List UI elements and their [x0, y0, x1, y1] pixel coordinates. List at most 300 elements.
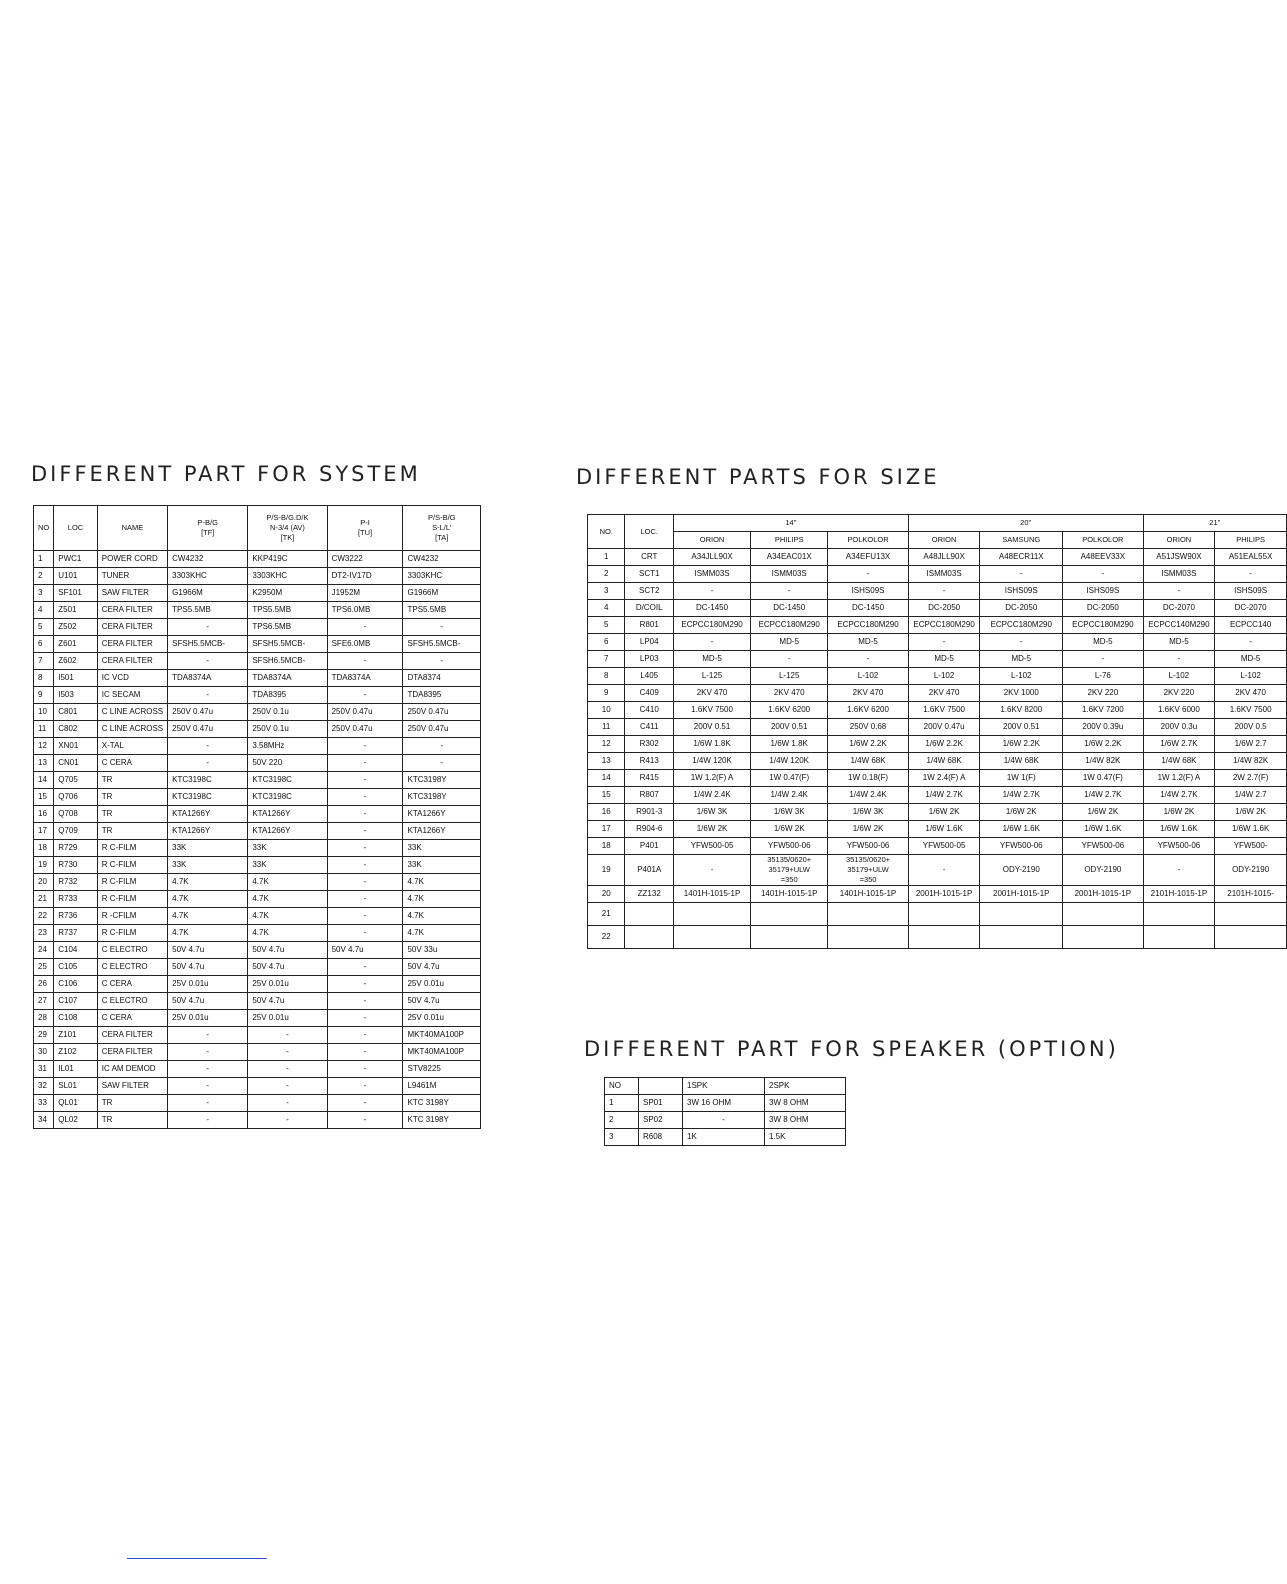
size-cell: -: [751, 583, 828, 600]
size-row: [588, 634, 1287, 651]
system-cell: Q705: [54, 772, 98, 789]
size-cell: 2KV 470: [828, 685, 909, 702]
size-cell: 1/4W 2.4K: [673, 787, 750, 804]
speaker-cell: SP02: [639, 1112, 683, 1129]
size-cell: ECPCC180M290: [1063, 617, 1144, 634]
size-cell: 35135/0620+ 35179+ULW =350: [828, 855, 909, 886]
system-cell: -: [168, 1044, 248, 1061]
size-cell: 200V 0.5: [1215, 719, 1287, 736]
size-cell: R807: [625, 787, 674, 804]
speaker-cell: 1K: [683, 1129, 765, 1146]
size-cell: 15: [588, 787, 625, 804]
size-header-loc: LOC.: [625, 515, 674, 549]
size-cell: 1W 1.2(F) A: [1143, 770, 1215, 787]
system-cell: 4: [34, 602, 54, 619]
system-cell: SL01: [54, 1078, 98, 1095]
system-cell: 50V 4.7u: [248, 993, 327, 1010]
system-cell: POWER CORD: [97, 551, 167, 568]
system-cell: SFSH5.5MCB-: [248, 636, 327, 653]
size-cell: 2KV 470: [1215, 685, 1287, 702]
system-row: [34, 602, 481, 619]
system-cell: -: [327, 823, 403, 840]
system-cell: 4.7K: [248, 925, 327, 942]
system-cell: SF101: [54, 585, 98, 602]
size-brand-cell: SAMSUNG: [980, 532, 1063, 549]
system-row: [34, 585, 481, 602]
system-cell: -: [327, 959, 403, 976]
system-cell: -: [168, 738, 248, 755]
size-cell: 21: [588, 903, 625, 926]
system-cell: X-TAL: [97, 738, 167, 755]
system-row: [34, 976, 481, 993]
system-row: [34, 755, 481, 772]
size-cell: [1143, 926, 1215, 949]
system-cell: -: [248, 1078, 327, 1095]
system-header-cell: NAME: [97, 506, 167, 551]
system-cell: C106: [54, 976, 98, 993]
size-cell: L-76: [1063, 668, 1144, 685]
size-cell: L405: [625, 668, 674, 685]
speaker-cell: 3: [605, 1129, 639, 1146]
size-cell: 1/6W 1.6K: [1215, 821, 1287, 838]
size-cell: R302: [625, 736, 674, 753]
system-cell: -: [327, 755, 403, 772]
size-row: [588, 787, 1287, 804]
system-title: DIFFERENT PART FOR SYSTEM: [31, 462, 421, 486]
size-cell: 1/4W 2.7K: [980, 787, 1063, 804]
system-cell: KTA1266Y: [248, 823, 327, 840]
system-row: [34, 789, 481, 806]
size-cell: 2KV 1000: [980, 685, 1063, 702]
size-cell: 4: [588, 600, 625, 617]
system-cell: -: [168, 1095, 248, 1112]
speaker-title: DIFFERENT PART FOR SPEAKER (OPTION): [584, 1037, 1119, 1061]
system-cell: -: [327, 1061, 403, 1078]
size-cell: 1W 2.4(F) A: [908, 770, 980, 787]
size-cell: ISHS09S: [980, 583, 1063, 600]
size-cell: 1/6W 2K: [828, 821, 909, 838]
system-cell: DT2-IV17D: [327, 568, 403, 585]
size-cell: 1/6W 2.2K: [980, 736, 1063, 753]
system-row: [34, 738, 481, 755]
system-cell: 14: [34, 772, 54, 789]
system-cell: TDA8374A: [168, 670, 248, 687]
size-cell: 1/6W 3K: [828, 804, 909, 821]
system-cell: -: [327, 908, 403, 925]
size-cell: 1/4W 2.7K: [908, 787, 980, 804]
size-row: [588, 600, 1287, 617]
size-cell: ODY-2190: [1063, 855, 1144, 886]
size-cell: ODY-2190: [1215, 855, 1287, 886]
system-table: [33, 505, 481, 1129]
size-cell: 1.6KV 7200: [1063, 702, 1144, 719]
system-cell: R C-FILM: [97, 840, 167, 857]
system-cell: 24: [34, 942, 54, 959]
system-table-body: [34, 551, 481, 1129]
system-cell: 50V 4.7u: [403, 993, 481, 1010]
system-cell: 33K: [168, 857, 248, 874]
system-cell: MKT40MA100P: [403, 1027, 481, 1044]
system-cell: C108: [54, 1010, 98, 1027]
size-table: [587, 514, 1287, 949]
system-cell: Z602: [54, 653, 98, 670]
size-cell: C411: [625, 719, 674, 736]
size-cell: 2001H-1015-1P: [1063, 886, 1144, 903]
size-row: [588, 821, 1287, 838]
system-cell: TR: [97, 1095, 167, 1112]
size-cell: 1/6W 2K: [673, 821, 750, 838]
size-cell: ECPCC180M290: [828, 617, 909, 634]
system-cell: -: [168, 619, 248, 636]
size-cell: A48EEV33X: [1063, 549, 1144, 566]
system-cell: -: [403, 755, 481, 772]
system-cell: -: [327, 1027, 403, 1044]
system-row: [34, 670, 481, 687]
size-cell: 9: [588, 685, 625, 702]
speaker-table-body: [605, 1078, 846, 1146]
system-cell: QL02: [54, 1112, 98, 1129]
system-cell: -: [248, 1061, 327, 1078]
system-cell: TR: [97, 823, 167, 840]
size-cell: 14: [588, 770, 625, 787]
system-cell: -: [327, 653, 403, 670]
system-cell: C107: [54, 993, 98, 1010]
size-cell: 1/4W 2.7K: [1143, 787, 1215, 804]
system-row: [34, 925, 481, 942]
system-cell: Q708: [54, 806, 98, 823]
size-cell: LP04: [625, 634, 674, 651]
system-cell: 4.7K: [168, 925, 248, 942]
system-cell: TR: [97, 806, 167, 823]
system-cell: 23: [34, 925, 54, 942]
size-cell: 1/4W 120K: [751, 753, 828, 770]
system-cell: CERA FILTER: [97, 636, 167, 653]
system-cell: TPS5.5MB: [248, 602, 327, 619]
speaker-header-cell: NO: [605, 1078, 639, 1095]
speaker-cell: 1.5K: [765, 1129, 846, 1146]
size-cell: MD-5: [828, 634, 909, 651]
system-cell: 22: [34, 908, 54, 925]
size-cell: 1.6KV 6000: [1143, 702, 1215, 719]
size-cell: MD-5: [1215, 651, 1287, 668]
size-cell: 1/6W 2.2K: [908, 736, 980, 753]
system-cell: 25V 0.01u: [403, 1010, 481, 1027]
system-cell: 25V 0.01u: [248, 1010, 327, 1027]
size-cell: [828, 926, 909, 949]
system-cell: 21: [34, 891, 54, 908]
system-cell: TPS6.5MB: [248, 619, 327, 636]
system-cell: KTA1266Y: [403, 823, 481, 840]
size-cell: MD-5: [1143, 634, 1215, 651]
size-cell: [1143, 903, 1215, 926]
system-header-cell: P-I [TU]: [327, 506, 403, 551]
system-cell: 250V 0.1u: [248, 704, 327, 721]
size-cell: 2001H-1015-1P: [908, 886, 980, 903]
system-cell: CW4232: [403, 551, 481, 568]
system-cell: 3.58MHz: [248, 738, 327, 755]
size-cell: 1.6KV 7500: [908, 702, 980, 719]
size-cell: ECPCC180M290: [751, 617, 828, 634]
system-cell: KTA1266Y: [248, 806, 327, 823]
system-cell: -: [248, 1095, 327, 1112]
size-row: [588, 617, 1287, 634]
size-cell: YFW500-06: [980, 838, 1063, 855]
system-row: [34, 636, 481, 653]
size-cell: MD-5: [980, 651, 1063, 668]
system-cell: 250V 0.47u: [168, 721, 248, 738]
size-cell: -: [828, 566, 909, 583]
size-cell: DC-2070: [1143, 600, 1215, 617]
system-cell: IC SECAM: [97, 687, 167, 704]
size-cell: P401: [625, 838, 674, 855]
size-cell: ECPCC140: [1215, 617, 1287, 634]
size-cell: ZZ132: [625, 886, 674, 903]
size-cell: CRT: [625, 549, 674, 566]
system-cell: KTC3198C: [248, 772, 327, 789]
system-row: [34, 908, 481, 925]
system-header-cell: P/S-B/G S-L/L' [TA]: [403, 506, 481, 551]
system-cell: SAW FILTER: [97, 1078, 167, 1095]
system-cell: SFE6.0MB: [327, 636, 403, 653]
system-cell: KTA1266Y: [168, 823, 248, 840]
system-cell: -: [327, 738, 403, 755]
speaker-header-row: [605, 1078, 846, 1095]
system-cell: 1: [34, 551, 54, 568]
system-cell: -: [327, 840, 403, 857]
system-cell: -: [168, 1112, 248, 1129]
size-cell: 250V 0.68: [828, 719, 909, 736]
size-cell: [980, 903, 1063, 926]
size-cell: 2KV 470: [673, 685, 750, 702]
system-cell: CERA FILTER: [97, 1027, 167, 1044]
system-cell: 25V 0.01u: [403, 976, 481, 993]
system-cell: R732: [54, 874, 98, 891]
system-cell: TDA8374A: [327, 670, 403, 687]
size-cell: -: [980, 566, 1063, 583]
system-cell: I503: [54, 687, 98, 704]
system-cell: 50V 4.7u: [403, 959, 481, 976]
size-row: [588, 855, 1287, 886]
system-cell: 33K: [403, 857, 481, 874]
system-cell: SFSH5.5MCB-: [168, 636, 248, 653]
size-cell: [1215, 926, 1287, 949]
size-cell: 11: [588, 719, 625, 736]
system-cell: -: [327, 874, 403, 891]
size-cell: 1/6W 3K: [751, 804, 828, 821]
system-cell: 3303KHC: [168, 568, 248, 585]
system-row: [34, 806, 481, 823]
system-cell: 25V 0.01u: [168, 976, 248, 993]
size-cell: YFW500-06: [828, 838, 909, 855]
system-cell: G1966M: [403, 585, 481, 602]
size-table-wrapper: [587, 514, 1274, 967]
size-cell: 1/4W 68K: [1143, 753, 1215, 770]
size-row: [588, 838, 1287, 855]
size-cell: -: [1143, 855, 1215, 886]
size-cell: 1/4W 68K: [980, 753, 1063, 770]
signature-line: [127, 1558, 267, 1559]
size-cell: DC-1450: [828, 600, 909, 617]
system-cell: 50V 4.7u: [327, 942, 403, 959]
system-cell: -: [403, 619, 481, 636]
size-cell: [625, 926, 674, 949]
system-row: [34, 619, 481, 636]
size-cell: -: [980, 634, 1063, 651]
system-cell: TPS5.5MB: [403, 602, 481, 619]
system-cell: 19: [34, 857, 54, 874]
system-cell: KTA1266Y: [168, 806, 248, 823]
system-cell: 50V 4.7u: [168, 959, 248, 976]
system-cell: 33K: [168, 840, 248, 857]
size-cell: SCT1: [625, 566, 674, 583]
size-cell: -: [908, 583, 980, 600]
size-cell: 1401H-1015-1P: [673, 886, 750, 903]
system-cell: -: [327, 1095, 403, 1112]
size-row: [588, 886, 1287, 903]
size-cell: 8: [588, 668, 625, 685]
size-cell: 1401H-1015-1P: [751, 886, 828, 903]
size-row: [588, 804, 1287, 821]
size-cell: 2KV 470: [751, 685, 828, 702]
size-cell: ISHS09S: [1063, 583, 1144, 600]
system-cell: -: [327, 1078, 403, 1095]
size-header-no: NO.: [588, 515, 625, 549]
system-cell: 4.7K: [248, 908, 327, 925]
system-row: [34, 687, 481, 704]
size-group-14: 14": [673, 515, 908, 532]
size-cell: 1/4W 68K: [908, 753, 980, 770]
system-cell: 11: [34, 721, 54, 738]
size-cell: 16: [588, 804, 625, 821]
system-cell: XN01: [54, 738, 98, 755]
size-cell: A34EAC01X: [751, 549, 828, 566]
system-cell: -: [327, 857, 403, 874]
size-row: [588, 736, 1287, 753]
size-brand-cell: ORION: [1143, 532, 1215, 549]
size-cell: [1063, 926, 1144, 949]
size-cell: L-102: [908, 668, 980, 685]
speaker-cell: 2: [605, 1112, 639, 1129]
size-cell: 1/4W 68K: [828, 753, 909, 770]
size-cell: -: [1063, 651, 1144, 668]
system-cell: -: [327, 789, 403, 806]
size-cell: 1/6W 2K: [1143, 804, 1215, 821]
size-cell: YFW500-06: [751, 838, 828, 855]
system-cell: -: [168, 1061, 248, 1078]
size-title: DIFFERENT PARTS FOR SIZE: [576, 465, 940, 489]
size-cell: [908, 926, 980, 949]
system-header-cell: NO: [34, 506, 54, 551]
size-cell: R901-3: [625, 804, 674, 821]
system-cell: -: [327, 1044, 403, 1061]
system-cell: R C-FILM: [97, 874, 167, 891]
system-cell: 3: [34, 585, 54, 602]
system-cell: KTC3198Y: [403, 772, 481, 789]
size-cell: 1.6KV 7500: [673, 702, 750, 719]
system-cell: C105: [54, 959, 98, 976]
size-cell: 1/6W 2K: [980, 804, 1063, 821]
size-cell: YFW500-05: [673, 838, 750, 855]
size-cell: 1/4W 82K: [1063, 753, 1144, 770]
system-cell: -: [403, 653, 481, 670]
size-cell: 1/6W 2.7: [1215, 736, 1287, 753]
size-cell: 1/6W 2K: [908, 804, 980, 821]
system-cell: Z102: [54, 1044, 98, 1061]
size-cell: L-125: [673, 668, 750, 685]
size-group-20: 20": [908, 515, 1143, 532]
size-cell: 35135/0620+ 35179+ULW =350: [751, 855, 828, 886]
system-cell: Q706: [54, 789, 98, 806]
size-row: [588, 702, 1287, 719]
system-cell: 30: [34, 1044, 54, 1061]
size-cell: 19: [588, 855, 625, 886]
size-cell: DC-2050: [908, 600, 980, 617]
speaker-header-cell: [639, 1078, 683, 1095]
system-cell: 9: [34, 687, 54, 704]
size-cell: 200V 0.51: [751, 719, 828, 736]
size-cell: -: [908, 855, 980, 886]
system-row: [34, 857, 481, 874]
size-cell: A51JSW90X: [1143, 549, 1215, 566]
size-cell: 1/6W 1.8K: [751, 736, 828, 753]
size-cell: YFW500-05: [908, 838, 980, 855]
size-cell: YFW500-: [1215, 838, 1287, 855]
size-brand-cell: POLKOLOR: [828, 532, 909, 549]
system-row: [34, 704, 481, 721]
system-cell: TPS6.0MB: [327, 602, 403, 619]
system-cell: R733: [54, 891, 98, 908]
size-cell: 1/6W 1.6K: [1063, 821, 1144, 838]
speaker-cell: 3W 8 OHM: [765, 1112, 846, 1129]
size-cell: [908, 903, 980, 926]
system-cell: 8: [34, 670, 54, 687]
system-row: [34, 1044, 481, 1061]
speaker-cell: 3W 8 OHM: [765, 1095, 846, 1112]
size-cell: 1: [588, 549, 625, 566]
system-cell: -: [327, 687, 403, 704]
system-cell: R730: [54, 857, 98, 874]
size-cell: A34EFU13X: [828, 549, 909, 566]
size-cell: 2KV 220: [1063, 685, 1144, 702]
system-cell: C ELECTRO: [97, 993, 167, 1010]
system-cell: C802: [54, 721, 98, 738]
system-cell: TDA8374A: [248, 670, 327, 687]
system-cell: TDA8395: [403, 687, 481, 704]
system-cell: 4.7K: [403, 908, 481, 925]
size-row: [588, 549, 1287, 566]
system-cell: SFSH5.5MCB-: [403, 636, 481, 653]
size-cell: -: [673, 634, 750, 651]
system-cell: 4.7K: [168, 874, 248, 891]
size-cell: [625, 903, 674, 926]
system-row: [34, 772, 481, 789]
system-cell: -: [168, 1078, 248, 1095]
size-cell: 200V 0.51: [980, 719, 1063, 736]
size-brand-cell: PHILIPS: [1215, 532, 1287, 549]
size-cell: 13: [588, 753, 625, 770]
size-cell: 1/4W 82K: [1215, 753, 1287, 770]
size-cell: 1.6KV 6200: [828, 702, 909, 719]
size-cell: LP03: [625, 651, 674, 668]
system-cell: J1952M: [327, 585, 403, 602]
speaker-row: [605, 1112, 846, 1129]
system-cell: 25V 0.01u: [248, 976, 327, 993]
system-row: [34, 823, 481, 840]
system-cell: 29: [34, 1027, 54, 1044]
size-cell: ISHS09S: [828, 583, 909, 600]
system-cell: R729: [54, 840, 98, 857]
size-cell: MD-5: [673, 651, 750, 668]
